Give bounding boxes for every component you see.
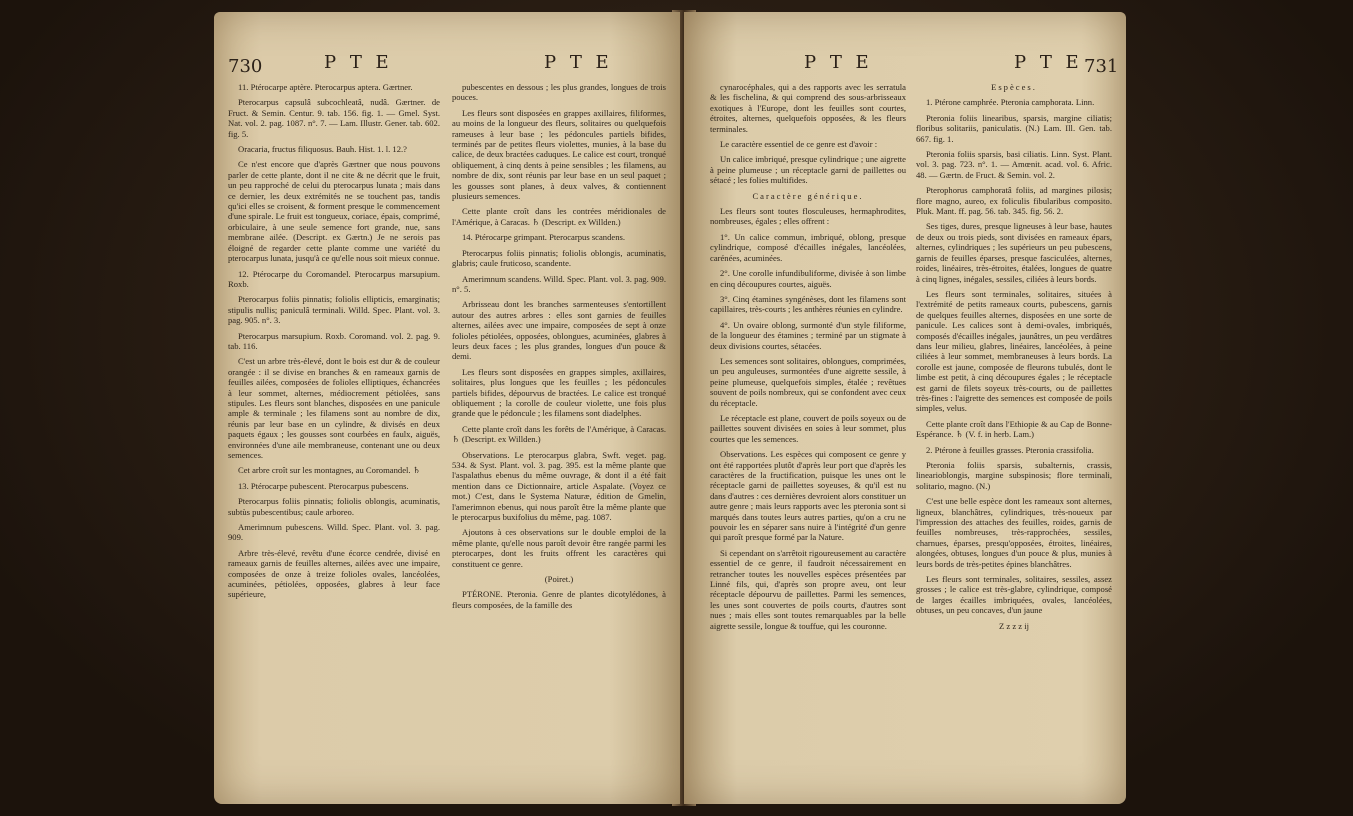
paragraph: Les fleurs sont terminales, solitaires, situées à l'extrémité de petits rameaux courts, pubescens, garnis de quelques feuilles alternes, disposées en une sorte de panicule. Les calices sont à demi-ovales, imbriqués, composés d'écailles inégales, jaunâtres, un peu verdâtres dans leur milieu, glabres, linéaires, lancéolées, à peine ciliées à leur sommet, membraneuses à leurs bords. La corolle est jaune, composée de fleurons tubulés, dont le limbe est petit, à cinq découpures égales ; le réceptacle est garni de filets soyeux très-courts, ou de paillettes très-fines : l'aigrette des semences est composée de poils simples, velus. [916,288,1112,414]
paragraph: Cette plante croît dans l'Ethiopie & au Cap de Bonne-Espérance. ♄ (V. f. in herb. Lam.) [916,418,1112,440]
paragraph: Caractère générique. [752,190,864,201]
left-column-2 [452,82,666,615]
paragraph: Le caractère essentiel de ce genre est d'avoir : [720,139,878,150]
paragraph: Cette plante croît dans les contrées méridionales de l'Amérique, à Caracas. ♄ (Descript. ex Willden.) [452,206,666,227]
page-number-left: 730 [228,56,263,77]
paragraph: pubescentes en dessous ; les plus grandes, longues de trois pouces. [452,82,666,103]
paragraph: Pterocarpus foliis pinnatis; foliolis oblongis, acuminatis, glabris; caule fruticoso, scandente. [452,247,666,269]
paragraph: (Poiret.) [544,574,574,585]
running-head-left: P T E [324,52,393,73]
paragraph: Ajoutons à ces observations sur le double emploi de la même plante, qu'elle nous paroît devoir être rangée parmi les pterocarpes, dont les fruits offrent les caractères qui constituent ce genre. [452,527,666,569]
paragraph: 14. Ptérocarpe grimpant. Pterocarpus scandens. [462,232,625,243]
paragraph: Z z z z ij [998,620,1030,631]
paragraph: Pterocarpus foliis pinnatis; foliolis ellipticis, emarginatis; stipulis nullis; paniculâ terminali. Willd. Spec. Plant. vol. 3. pag. 905. n°. 3. [228,294,440,326]
paragraph: Espèces. [991,82,1037,92]
left-page [214,12,680,804]
paragraph: C'est un arbre très-élevé, dont le bois est dur & de couleur orangée : il se divise en branches & en rameaux garnis de feuilles ailées, composées de folioles elliptiques, échancrées à leur sommet, alternes, médiocrement pétiolées, sans stipules. Les fleurs sont blanches, disposées en une panicule ample & terminale ; les filamens sont au nombre de dix, réunis par leur base en un cylindre, & divisés en deux paquets égaux ; les gousses sont courbées en faulx, aiguës, environnées d'une aile membraneuse, contenant une ou deux semences. [228,356,440,460]
paragraph: Pteronia foliis sparsis, subalternis, crassis, linearioblongis, margine subspinosis; flore terminali, solitario, magno. (N.) [916,460,1112,491]
paragraph: Les fleurs sont toutes flosculeuses, hermaphrodites, nombreuses, égales ; elles offrent : [710,206,906,227]
page-number-right: 731 [1084,56,1119,77]
paragraph: 3°. Cinq étamines syngénèses, dont les filamens sont capillaires, très-courts ; les anthères réunies en cylindre. [710,293,906,315]
paragraph: Cette plante croît dans les forêts de l'Amérique, à Caracas. ♄ (Descript. ex Willden.) [452,423,666,445]
paragraph: PTÉRONE. Pteronia. Genre de plantes dicotylédones, à fleurs composées, de la famille des [452,589,666,610]
running-head-right: P T E [804,52,873,73]
running-head-left-col2: P T E [544,52,613,73]
paragraph: Amerimnum scandens. Willd. Spec. Plant. vol. 3. pag. 909. n°. 5. [452,273,666,294]
paragraph: Cet arbre croît sur les montagnes, au Coromandel. ♄ [238,465,421,476]
paragraph: Les fleurs sont disposées en grappes simples, axillaires, solitaires, plus longues que les feuilles ; les pédoncules partiels bifides, dépourvus de bractées. Le calice est tronqué obliquement ; la corolle de couleur violette, une fois plus grande que le pédoncule ; les filamens sont diadelphes. [452,366,666,419]
paragraph: Observations. Les espèces qui composent ce genre y ont été rapportées plutôt d'après leur port que d'après les caractères de la fructification, puisque les unes ont le réceptacle garni de paillettes soyeuses, & qu'il est nu dans d'autres : ces dernières devroient alors constituer un autre genre ; mais leurs rapports avec les pteronia sont si marqués dans toutes leurs autres parties, qu'on a cru ne pouvoir les en séparer sans nuire à l'intégrité d'un genre qui paroît presque formé par la Nature. [710,449,906,543]
paragraph: Pterophorus camphoratâ foliis, ad margines pilosis; flore magno, aureo, ex foliculis fibularibus composito. Pluk. Mant. ff. pag. 56. tab. 345. fig. 56. 2. [916,185,1112,217]
paragraph: Arbre très-élevé, revêtu d'une écorce cendrée, divisé en rameaux garnis de feuilles alternes, ailées avec une impaire, composées de onze à treize folioles ovales, lancéolées, acuminées, pétiolées, opposées, glabres à leur face supérieure, [228,547,440,600]
left-column-1 [228,82,440,605]
right-column-2 [916,82,1112,636]
right-page [684,12,1126,804]
paragraph: 1. Ptérone camphrée. Pteronia camphorata. Linn. [926,97,1095,108]
paragraph: 12. Ptérocarpe du Coromandel. Pterocarpus marsupium. Roxb. [228,268,440,289]
paragraph: Un calice imbriqué, presque cylindrique ; une aigrette à peine plumeuse ; un réceptacle garni de paillettes ou sétacé ; les folies multifides. [710,154,906,186]
paragraph: Observations. Le pterocarpus glabra, Swft. veget. pag. 534. & Syst. Plant. vol. 3. pag. 395. est la même plante que l'aspalathus ebenus du même ouvrage, & dont il a été fait mention dans ce Dictionnaire, article Aspalate. (Voyez ce mot.) C'est, dans le Systema Naturæ, édition de Gmelin, l'amerimnon ebenus, qui nous paroît être la même plante que le pterocarpus buxifolius du même, pag. 1087. [452,449,666,523]
paragraph: Les fleurs sont terminales, solitaires, sessiles, assez grosses ; le calice est très-glabre, cylindrique, composé de larges écailles imbriquées, ovales, lancéolées, obtuses, un peu concaves, d'un jaune [916,574,1112,616]
paragraph: C'est une belle espèce dont les rameaux sont alternes, ligneux, blanchâtres, cylindriques, très-noueux par l'impression des attaches des feuilles, roides, garnis de feuilles nombreuses, très-rapprochées, sessiles, charnues, éparses, presqu'opposées, étroites, linéaires, alongées, obtuses, longues d'un pouce & plus, munies à leurs bords de très-petites épines blanchâtres. [916,496,1112,569]
paragraph: Ce n'est encore que d'après Gærtner que nous pouvons parler de cette plante, dont il ne cite & ne décrit que le fruit, un peu rapproché de celui du pterocarpus lunata ; mais dans ce dernier, les deux extrémités ne se touchent pas, tandis qu'ici elles se croisent, & forment presque le commencement d'une spirale. Le fruit est tongueux, coriace, épais, comprimé, orbiculaire, à une seule semence fort grande, nue, sans membrane ailée. (Descript. ex Gærtn.) Je ne serois pas éloigné de regarder cette plante comme une variété du pterocarpus lunata, jusqu'à ce qu'elle nous soit mieux connue. [228,159,440,264]
running-head-right-col2: P T E [1014,52,1083,73]
paragraph: Pterocarpus marsupium. Roxb. Coromand. vol. 2. pag. 9. tab. 116. [228,330,440,351]
paragraph: 2°. Une corolle infundibuliforme, divisée à son limbe en cinq découpures courtes, aiguës. [710,268,906,289]
paragraph: cynarocéphales, qui a des rapports avec les serratula & les fischelina, & qui comprend des sous-arbrisseaux exotiques à l'Europe, dont les feuilles sont courtes, étroites, alternes, quelquefois opposées, & les fleurs terminales. [710,82,906,134]
paragraph: 13. Ptérocarpe pubescent. Pterocarpus pubescens. [238,480,409,491]
paragraph: Arbrisseau dont les branches sarmenteuses s'entortillent autour des autres arbres : elles sont garnies de feuilles alternes, ailées avec une impaire, composées de sept à onze folioles pétiolées, opposées, oblongues, acuminées, glabres à leurs deux faces ; les plus grandes, longues d'un pouce & demi. [452,299,666,362]
paragraph: Pteronia foliis linearibus, sparsis, margine ciliatis; floribus solitariis, paniculatis. (N.) Lam. Ill. Gen. tab. 667. fig. 1. [916,112,1112,144]
paragraph: 1°. Un calice commun, imbriqué, oblong, presque cylindrique, composé d'écailles inégales, lancéolées, carénées, acuminées. [710,231,906,263]
paragraph: Amerimnum pubescens. Willd. Spec. Plant. vol. 3. pag. 909. [228,522,440,543]
paragraph: Pterocarpus foliis pinnatis; foliolis oblongis, acuminatis, subtùs pubescentibus; caule arboreo. [228,496,440,517]
paragraph: 4°. Un ovaire oblong, surmonté d'un style filiforme, de la longueur des étamines ; terminé par un stigmate à deux divisions courtes, sétacées. [710,319,906,351]
paragraph: Les fleurs sont disposées en grappes axillaires, filiformes, au moins de la longueur des fleurs, solitaires ou quelquefois rameuses à leur base ; les pédoncules partiels bifides, terminés par de petites fleurs violettes, munies, à la base du calice, de deux bractées caduques. Le calice est court, tronqué obliquement, à cinq dents à peine sensibles ; les filamens, au nombre de dix, sont réunis par leur base en un seul paquet ; les gousses sont planes, à deux valves, & contiennent plusieurs semences. [452,107,666,202]
paragraph: 2. Ptérone à feuilles grasses. Pteronia crassifolia. [926,444,1094,455]
paragraph: Oracaria, fructus filiquosus. Bauh. Hist. 1. l. 12.? [238,144,407,155]
paragraph: 11. Ptérocarpe aptère. Pterocarpus aptera. Gærtner. [238,82,413,92]
paragraph: Pteronia foliis sparsis, basi ciliatis. Linn. Syst. Plant. vol. 3. pag. 723. n°. 1. — Amœnit. acad. vol. 6. Afric. 48. — Gærtn. de Fruct. & Semin. vol. 2. [916,149,1112,180]
paragraph: Si cependant on s'arrêtoit rigoureusement au caractère essentiel de ce genre, il faudroit nécessairement en retrancher toutes les nouvelles espèces présentées par Linné fils, qui, d'après son propre aveu, ont leur réceptacle dépourvu de paillettes. Parmi les semences, les unes sont couvertes de poils courts, d'autres sont nues ; mais elles sont toutes remarquables par la belle aigrette sessile, longue & touffue, qui les couronne. [710,547,906,631]
right-column-1 [710,82,906,636]
paragraph: Le réceptacle est plane, couvert de poils soyeux ou de paillettes souvent divisées en soies à leur sommet, plus courtes que les semences. [710,412,906,444]
paragraph: Ses tiges, dures, presque ligneuses à leur base, hautes de deux ou trois pieds, sont divisées en rameaux épars, alternes, cylindriques ; les supérieurs un peu pubescens, garnis de feuilles éparses, presque fasciculées, alternes, roides, linéaires, très-étroites, étalées, longues de quatre à cinq lignes, inégales, sessiles, ciliées à leurs bords. [916,221,1112,284]
paragraph: Les semences sont solitaires, oblongues, comprimées, un peu anguleuses, surmontées d'une aigrette sessile, à peine plumeuse, quelquefois simples, étalée ; revêtues souvent de poils nombreux, qui se confondent avec ceux du réceptacle. [710,355,906,408]
paragraph: Pterocarpus capsulâ subcochleatâ, nudâ. Gærtner. de Fruct. & Semin. Centur. 9. tab. 156. fig. 1. — Gmel. Syst. Nat. vol. 2. pag. 1087. n°. 7. — Lam. Illustr. Gener. tab. 602. fig. 5. [228,97,440,139]
